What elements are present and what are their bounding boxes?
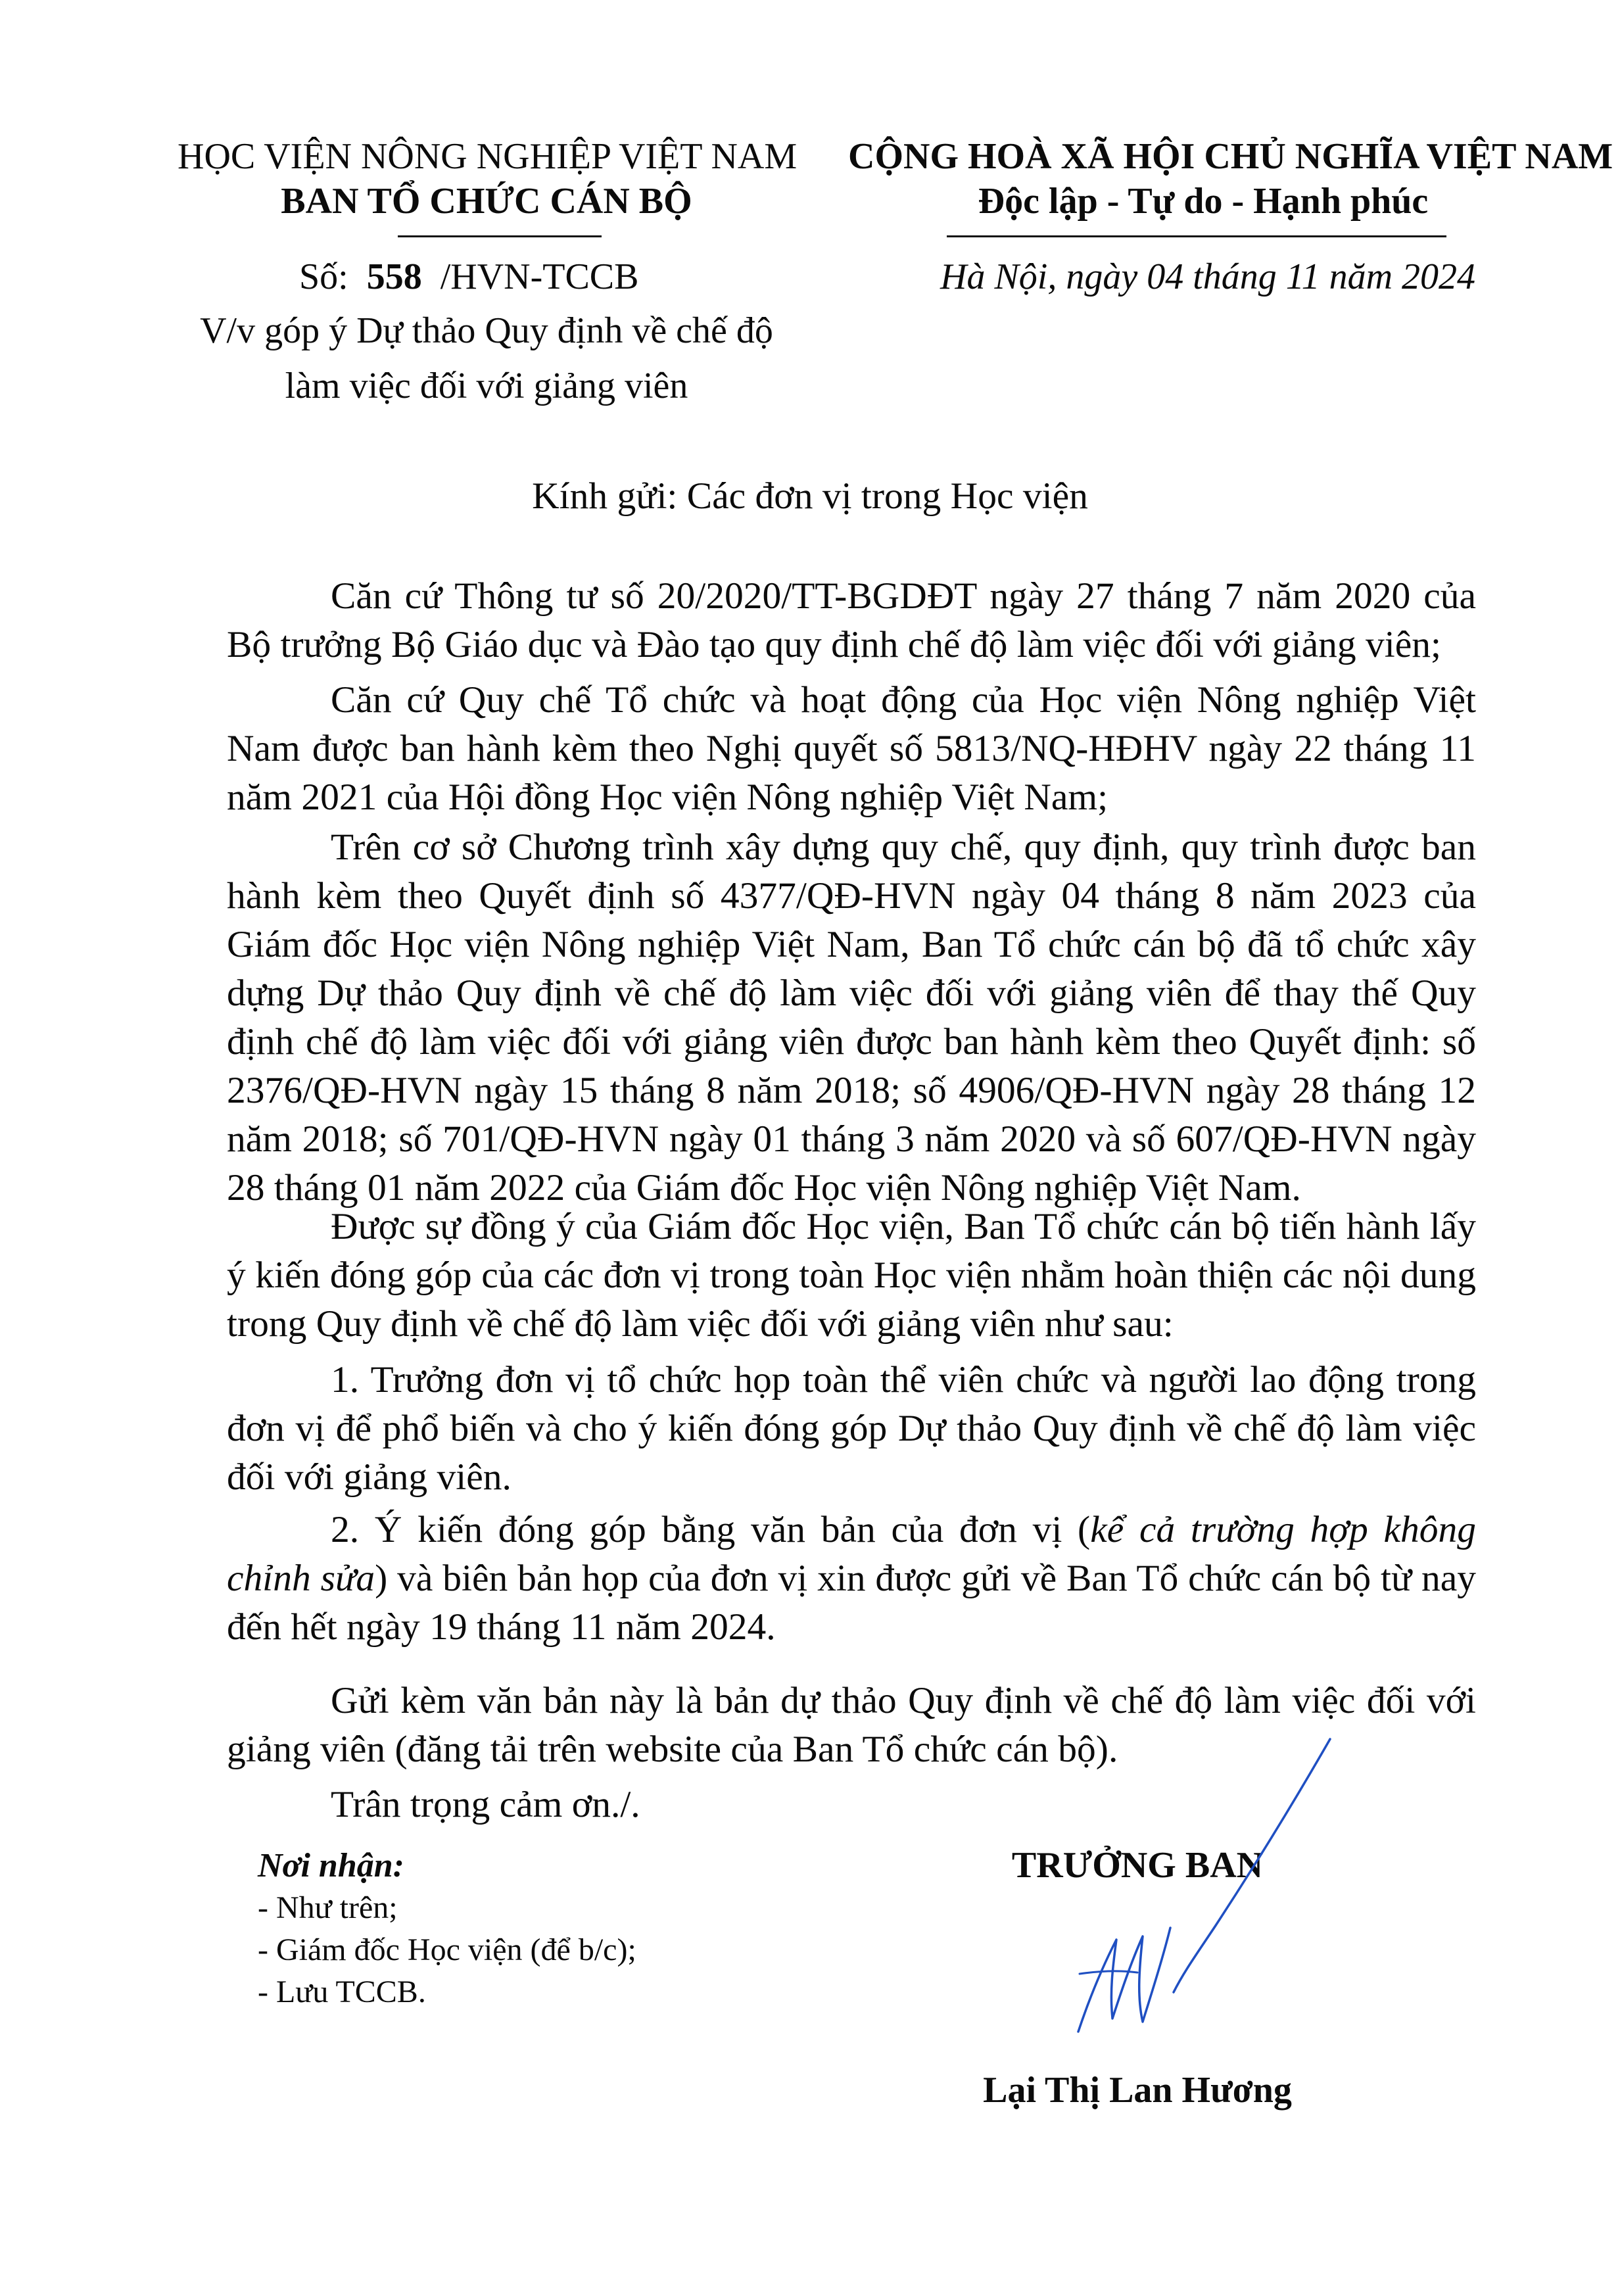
org-department: BAN TỔ CHỨC CÁN BỘ	[281, 181, 692, 222]
recipient-item: - Lưu TCCB.	[258, 1974, 426, 2009]
country-name: CỘNG HOÀ XÃ HỘI CHỦ NGHĨA VIỆT NAM	[848, 136, 1613, 177]
handwritten-signature	[1039, 1710, 1354, 2051]
place-date: Hà Nội, ngày 04 tháng 11 năm 2024	[940, 256, 1476, 297]
paragraph-item-2	[227, 1506, 1476, 1652]
paragraph-item-1	[227, 1356, 1476, 1502]
paragraph-text: Căn cứ Thông tư số 20/2020/TT-BGDĐT ngày 27 tháng 7 năm 2020 của Bộ trưởng Bộ Giáo dục và Đào tạo quy định chế độ làm việc đối với giảng viên;	[227, 575, 1476, 665]
paragraph-text: Gửi kèm văn bản này là bản dự thảo Quy định về chế độ làm việc đối với giảng viên (đăng tải trên website của Ban Tổ chức cán bộ).	[227, 1680, 1476, 1770]
paragraph-text-start: 2. Ý kiến đóng góp bằng văn bản của đơn vị (	[331, 1509, 1091, 1550]
paragraph-text: Căn cứ Quy chế Tổ chức và hoạt động của Học viện Nông nghiệp Việt Nam được ban hành kèm theo Nghị quyết số 5813/NQ-HĐHV ngày 22 tháng 11 năm 2021 của Hội đồng Học viện Nông nghiệp Việt Nam;	[227, 679, 1476, 818]
paragraph-text: 1. Trưởng đơn vị tổ chức họp toàn thể viên chức và người lao động trong đơn vị để phổ biến và cho ý kiến đóng góp Dự thảo Quy định về chế độ làm việc đối với giảng viên.	[227, 1359, 1476, 1498]
doc-number-prefix: Số:	[299, 256, 348, 297]
recipients-title: Nơi nhận:	[258, 1847, 404, 1884]
doc-number-value: 558	[366, 256, 422, 297]
recipients-block	[258, 1845, 636, 2013]
paragraph-legal-basis-1	[227, 572, 1476, 669]
national-motto: Độc lập - Tự do - Hạnh phúc	[978, 181, 1429, 222]
subject-line-1: V/v góp ý Dự thảo Quy định về chế độ	[200, 310, 773, 351]
paragraph-text-italic: kể cả trường hợp không chỉnh sửa	[227, 1509, 1476, 1599]
document-subject	[178, 309, 796, 408]
subject-line-2: làm việc đối với giảng viên	[285, 366, 688, 406]
doc-number-suffix: /HVN-TCCB	[440, 256, 639, 297]
paragraph-legal-basis-2	[227, 676, 1476, 822]
paragraph-text: Trên cơ sở Chương trình xây dựng quy chế, quy định, quy trình được ban hành kèm theo Quyết định số 4377/QĐ-HVN ngày 04 tháng 8 năm 2023 của Giám đốc Học viện Nông nghiệp Việt Nam, Ban Tổ chức cán bộ đã tổ chức xây dựng Dự thảo Quy định về chế độ làm việc đối với giảng viên để thay thế Quy định chế độ làm việc đối với giảng viên được ban hành kèm theo Quyết định: số 2376/QĐ-HVN ngày 15 tháng 8 năm 2018; số 4906/QĐ-HVN ngày 28 tháng 12 năm 2018; số 701/QĐ-HVN ngày 01 tháng 3 năm 2020 và số 607/QĐ-HVN ngày 28 tháng 01 năm 2022 của Giám đốc Học viện Nông nghiệp Việt Nam.	[227, 826, 1476, 1208]
org-name: HỌC VIỆN NÔNG NGHIỆP VIỆT NAM	[178, 136, 798, 177]
recipient-item: - Như trên;	[258, 1890, 398, 1925]
motto-underline	[947, 235, 1446, 237]
paragraph-text-end: ) và biên bản họp của đơn vị xin được gửi về Ban Tổ chức cán bộ từ nay đến hết ngày 19 tháng 11 năm 2024.	[227, 1558, 1476, 1648]
signer-position: TRƯỞNG BAN	[1011, 1845, 1264, 1886]
salutation: Kính gửi: Các đơn vị trong Học viện	[532, 475, 1088, 517]
recipient-item: - Giám đốc Học viện (để b/c);	[258, 1932, 636, 1967]
document-number	[299, 254, 639, 299]
national-header	[848, 134, 1613, 224]
issuing-organization	[178, 134, 796, 224]
paragraph-text: Được sự đồng ý của Giám đốc Học viện, Ban Tổ chức cán bộ tiến hành lấy ý kiến đóng góp của các đơn vị trong toàn Học viện nhằm hoàn thiện các nội dung trong Quy định về chế độ làm việc đối với giảng viên như sau:	[227, 1206, 1476, 1345]
paragraph-background	[227, 823, 1476, 1212]
signer-name: Lại Thị Lan Hương	[983, 2070, 1292, 2111]
org-underline	[398, 235, 602, 237]
paragraph-request	[227, 1203, 1476, 1349]
paragraph-text: Trân trọng cảm ơn./.	[331, 1784, 640, 1825]
